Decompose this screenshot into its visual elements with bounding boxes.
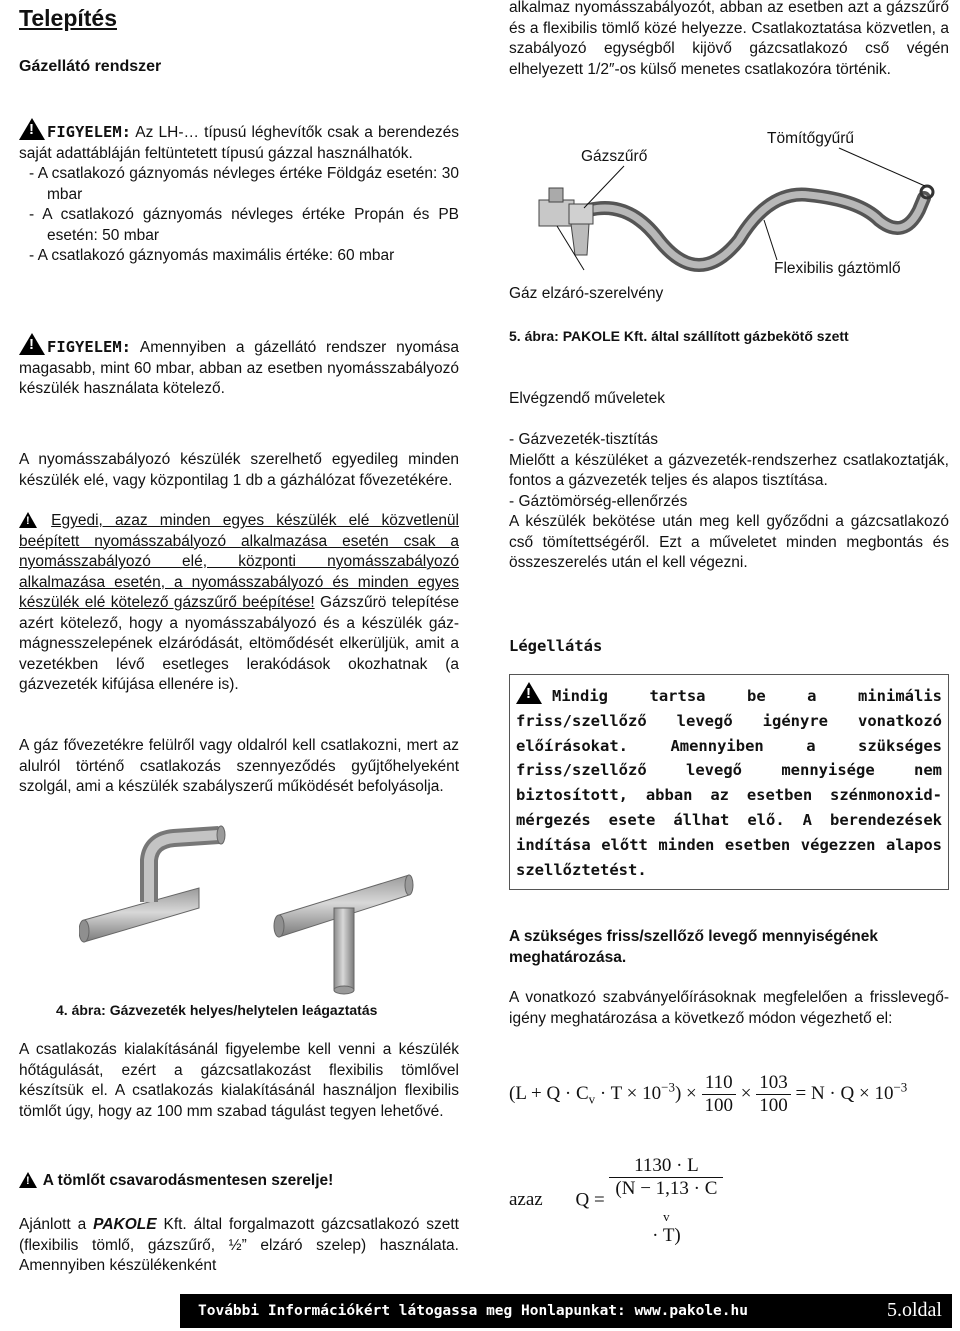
warning-label: FIGYELEM: [47, 338, 131, 356]
fraction-den [609, 1178, 723, 1247]
formula-term: · T × 10 [595, 1082, 662, 1104]
formula-exp: −3 [893, 1079, 908, 1095]
fraction-den: 100 [759, 1095, 788, 1116]
operation-item: A készülék bekötése után meg kell győződni a gázcsatlakozó cső tömítettségéről. Ezt a műveletet minden megbontás és összeszerelés után el kell végezni. [509, 513, 949, 571]
paragraph-regulator-placement: alkalmaz nyomásszabályozót, abban az esetben azt a gázszűrő és a flexibilis tömlő közé helyezze. Csatlakoztatása közvetlen, a szabályozó egységből kijövő gázcsatlakozó cső végén elhelyezett 1/2″-os külső menetes csatlakozóra történik. [509, 0, 949, 78]
formula-term: (L + Q · C [509, 1082, 589, 1104]
formula-term: = N · Q × 10 [795, 1082, 894, 1104]
formula-sub: v [588, 1091, 596, 1107]
warning-icon [516, 682, 542, 704]
recommended-text-a: Ajánlott a [19, 1216, 87, 1233]
fraction-num: 1130 · L [609, 1155, 723, 1178]
operation-item: - Gázvezeték-tisztítás [509, 431, 659, 448]
label-flex-hose: Flexibilis gáztömlő [774, 260, 901, 277]
label-shutoff-valve: Gáz elzáró-szerelvény [509, 285, 664, 302]
filter-mandatory-text: Egyedi, azaz minden egyes készülék elé közvetlenül beépített nyomásszabályozó alkalmazása esetén csak a nyomásszabályozó elé, központi nyomásszabályozó alkalmazása esetén, a nyomásszabályozó és minden egyes készülék elé kötelező gázszűrő beépítése! [19, 512, 459, 611]
figure-5-caption: 5. ábra: PAKOLE Kft. által szállított gázbekötő szett [509, 328, 849, 344]
formula-prefix: azaz [509, 1189, 543, 1211]
footer-website-text: További Információkért látogassa meg Honlapunkat: www.pakole.hu [198, 1303, 748, 1319]
fraction-num: 110 [702, 1072, 737, 1095]
warning-icon [19, 1172, 37, 1188]
operations-list [509, 430, 949, 574]
air-need-text: A vonatkozó szabványelőírásoknak megfelelően a frisslevegő-igény meghatározása a következő módon végezhető el: [509, 989, 949, 1027]
figure-4-pipe-illustration [79, 820, 429, 1000]
figure-4-caption: 4. ábra: Gázvezeték helyes/helytelen leágaztatás [56, 1002, 378, 1018]
label-seal-ring: Tömítőgyűrű [767, 130, 855, 147]
formula-term: × [740, 1082, 752, 1104]
operation-item: - Gáztömörség-ellenőrzés [509, 492, 688, 510]
section-gas-title: Gázellátó rendszer [19, 58, 162, 75]
warning-block-1 [19, 118, 459, 267]
formula-term: (N − 1,13 · C [615, 1178, 718, 1199]
operation-item: Mielőtt a készüléket a gázvezeték-rendszerhez csatlakoztatják, fontos a gázvezeték teljes és alapos tisztítása. [509, 451, 949, 489]
warning-item: - A csatlakozó gáznyomás maximális értéke: 60 mbar [29, 247, 395, 264]
formula-air-demand [509, 1072, 949, 1117]
paragraph-main-pipe: A gáz fővezetékre felülről vagy oldalról kell csatlakozni, mert az alulról történő csatlakozás szennyeződés gyűjtőhelyeként szolgál, ami a készülék szabályszerű működését befolyásolja. [19, 737, 459, 795]
formula-sub: v [663, 1208, 670, 1224]
paragraph-flex-hose: A csatlakozás kialakításánál figyelembe kell venni a készülék hőtágulását, ezért a gázcsatlakozást flexibilis tömlővel készítsük el. A csatlakozás kialakításánál használjon flexibilis tömlőt úgy, hogy az 100 mm szabad tágulást tegyen lehetővé. [19, 1041, 459, 1120]
warning-twist-text: A tömlőt csavarodásmentesen szerelje! [42, 1172, 334, 1189]
paragraph-filter [19, 511, 459, 696]
warning-item: - A csatlakozó gáznyomás névleges értéke Földgáz esetén: 30 mbar [29, 165, 459, 203]
page-number: 5.oldal [887, 1299, 942, 1321]
warning-text: Az LH-… típusú léghevítők csak a berendezés saját adattábláján feltüntetett típusú gázzal használhatók. [19, 124, 460, 162]
brand-name: PAKOLE [93, 1216, 157, 1233]
page-title: Telepítés [19, 5, 117, 31]
formula-term: ) × [674, 1082, 697, 1104]
formula-q [509, 1155, 949, 1247]
warning-text: Amennyiben a gázellátó rendszer nyomása magasabb, mint 60 mbar, abban az esetben nyomásszabályozó készülék használata kötelező. [19, 339, 460, 397]
warning-icon [19, 512, 37, 528]
warning-block-2 [19, 333, 459, 400]
air-supply-title: Légellátás [509, 637, 603, 655]
warning-icon [19, 118, 45, 140]
warning-item: - A csatlakozó gáznyomás névleges értéke Propán és PB esetén: 50 mbar [29, 206, 459, 244]
label-filter: Gázszűrő [581, 148, 648, 165]
recommended-text-b: Kft. által forgalmazott gázcsatlakozó szett (flexibilis tömlő, gázszűrő, ½” elzáró szelep) használata. Amennyiben készülékenként [19, 1216, 459, 1274]
figure-5-gas-connection-set [509, 120, 949, 310]
page-footer [180, 1294, 952, 1328]
air-need-title: A szükséges friss/szellőző levegő mennyiségének meghatározása. [509, 928, 878, 966]
operations-title: Elvégzendő műveletek [509, 390, 665, 407]
warning-twist [19, 1172, 333, 1190]
fraction-q [609, 1155, 723, 1247]
fraction-103-100 [756, 1072, 791, 1117]
air-warning-body: Mindig tartsa be a minimális friss/szellőző levegő igényre vonatkozó előírásokat. Amennyiben a szükséges friss/szellőző levegő mennyisége nem biztosított, abban az esetben szénmonoxid-mérgezés esete állhat elő. A berendezések indítása előtt minden esetben végezzen alapos szellőztetést. [516, 687, 942, 879]
air-supply-warning-box [509, 674, 949, 890]
paragraph-recommended-set [19, 1215, 459, 1277]
paragraph-regulator: A nyomásszabályozó készülék szerelhető egyedileg minden készülék elé, vagy központilag 1 db a gázhálózat fővezetékére. [19, 451, 459, 489]
fraction-110-100 [702, 1072, 737, 1117]
formula-term: · T) [652, 1224, 681, 1246]
air-warning-text [516, 682, 942, 882]
fraction-den: 100 [704, 1095, 734, 1116]
formula-term: Q = [575, 1189, 605, 1211]
filter-reason-text: Gázszűrö telepítése azért kötelező, hogy a nyomásszabályozó és a készülék gáz-mágnesszelepének elzáródását, eltömődését elkerüljük, amit a vezetékben lévő esetleges lerakódások okozhatnak (a gázvezeték kifújása ellenére is). [19, 594, 459, 693]
formula-exp: −3 [661, 1079, 675, 1095]
warning-label: FIGYELEM: [47, 123, 131, 141]
warning-icon [19, 333, 45, 355]
gas-set-drawing [509, 120, 949, 310]
fraction-num: 103 [756, 1072, 791, 1095]
